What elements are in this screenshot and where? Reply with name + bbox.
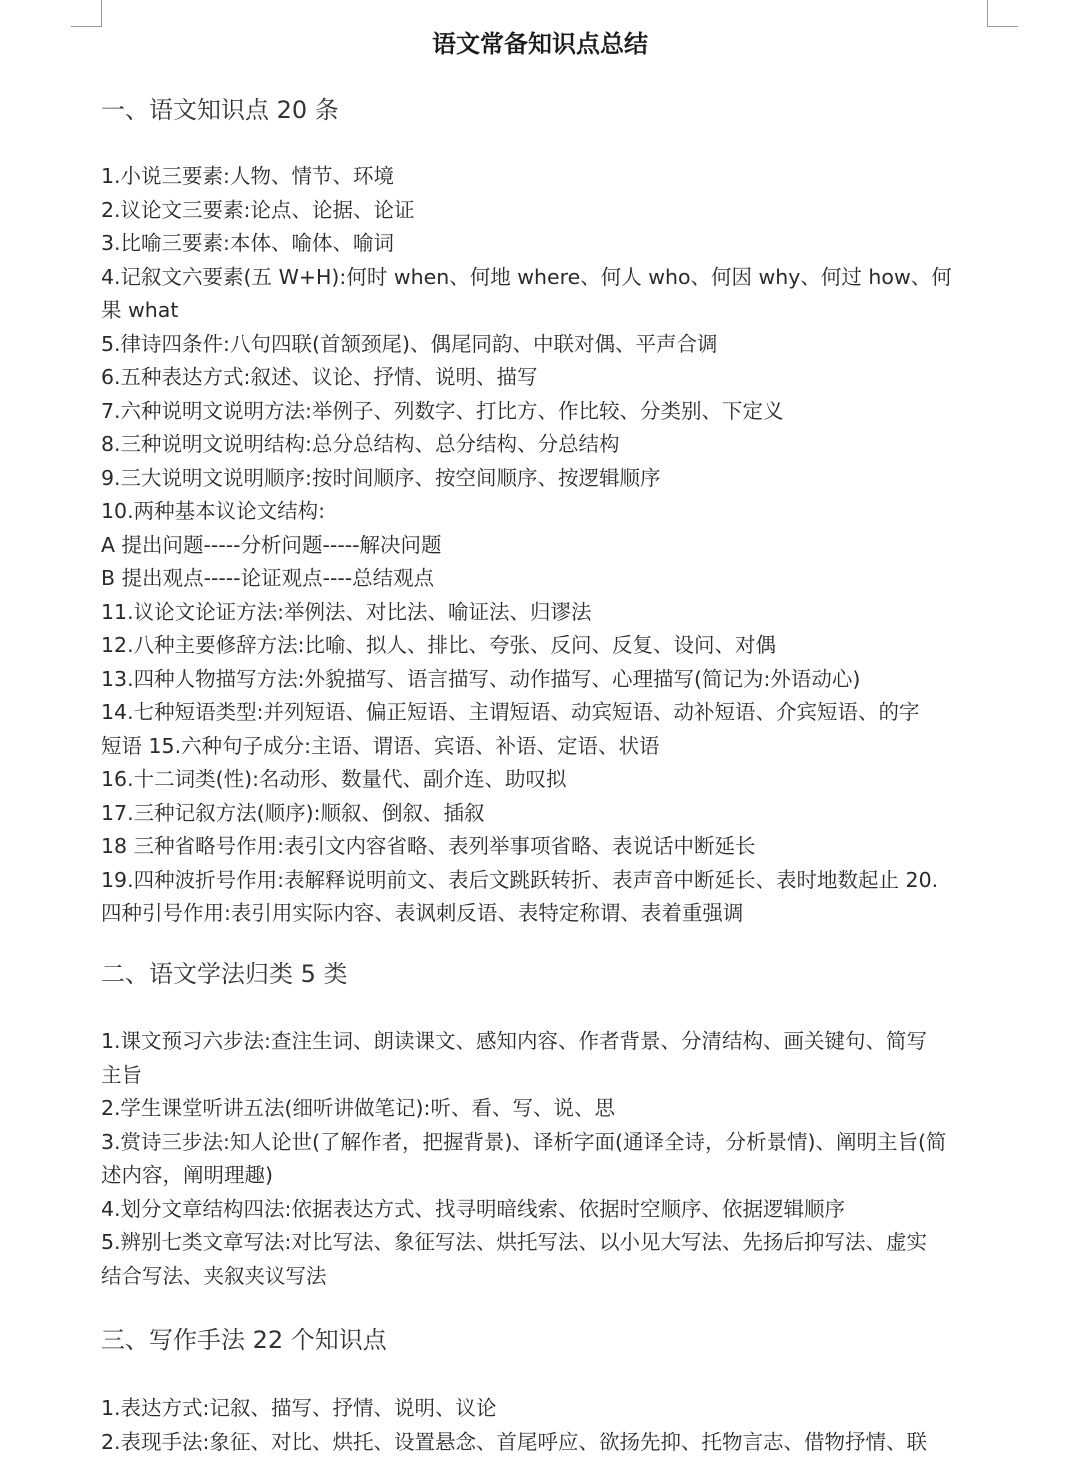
text-line: 11.议论文论证方法:举例法、对比法、喻证法、归谬法 xyxy=(101,596,991,630)
text-line: 10.两种基本议论文结构: xyxy=(101,495,991,529)
text-line: 16.十二词类(性):名动形、数量代、副介连、助叹拟 xyxy=(101,763,991,797)
section-heading-1: 一、语文知识点 20 条 xyxy=(101,94,991,126)
text-line: 8.三种说明文说明结构:总分总结构、总分结构、分总结构 xyxy=(101,428,991,462)
text-line: 19.四种波折号作用:表解释说明前文、表后文跳跃转折、表声音中断延长、表时地数起止 20. xyxy=(101,864,991,898)
text-line: 2.表现手法:象征、对比、烘托、设置悬念、首尾呼应、欲扬先抑、托物言志、借物抒情、联 xyxy=(101,1426,991,1459)
text-line: 7.六种说明文说明方法:举例子、列数字、打比方、作比较、分类别、下定义 xyxy=(101,395,991,429)
text-line: 4.记叙文六要素(五 W+H):何时 when、何地 where、何人 who、何因 why、何过 how、何 xyxy=(101,261,991,295)
text-line: 主旨 xyxy=(101,1059,991,1093)
text-line: 3.比喻三要素:本体、喻体、喻词 xyxy=(101,227,991,261)
text-line: 2.议论文三要素:论点、论据、论证 xyxy=(101,194,991,228)
text-line: 1.课文预习六步法:查注生词、朗读课文、感知内容、作者背景、分清结构、画关键句、简写 xyxy=(101,1025,991,1059)
text-line: 3.赏诗三步法:知人论世(了解作者，把握背景)、译析字面(通译全诗，分析景情)、阐明主旨(简 xyxy=(101,1126,991,1160)
text-line: 1.小说三要素:人物、情节、环境 xyxy=(101,160,991,194)
text-line: 述内容，阐明理趣) xyxy=(101,1159,991,1193)
section-heading-2: 二、语文学法归类 5 类 xyxy=(101,958,991,990)
text-line: 4.划分文章结构四法:依据表达方式、找寻明暗线索、依据时空顺序、依据逻辑顺序 xyxy=(101,1193,991,1227)
text-line: 9.三大说明文说明顺序:按时间顺序、按空间顺序、按逻辑顺序 xyxy=(101,462,991,496)
page-corner-mark-top-right xyxy=(987,0,1018,27)
text-line: B 提出观点-----论证观点----总结观点 xyxy=(101,562,991,596)
text-line: 13.四种人物描写方法:外貌描写、语言描写、动作描写、心理描写(简记为:外语动心) xyxy=(101,663,991,697)
text-line: 14.七种短语类型:并列短语、偏正短语、主谓短语、动宾短语、动补短语、介宾短语、的字 xyxy=(101,696,991,730)
document-title: 语文常备知识点总结 xyxy=(0,28,1080,60)
section-heading-3: 三、写作手法 22 个知识点 xyxy=(101,1324,991,1356)
text-line: 5.辨别七类文章写法:对比写法、象征写法、烘托写法、以小见大写法、先扬后抑写法、虚实 xyxy=(101,1226,991,1260)
text-line: A 提出问题-----分析问题-----解决问题 xyxy=(101,529,991,563)
text-line: 18 三种省略号作用:表引文内容省略、表列举事项省略、表说话中断延长 xyxy=(101,830,991,864)
text-line: 12.八种主要修辞方法:比喻、拟人、排比、夸张、反问、反复、设问、对偶 xyxy=(101,629,991,663)
text-line: 1.表达方式:记叙、描写、抒情、说明、议论 xyxy=(101,1392,991,1426)
text-line: 四种引号作用:表引用实际内容、表讽刺反语、表特定称谓、表着重强调 xyxy=(101,897,991,931)
page-corner-mark-top-left xyxy=(71,0,102,27)
text-line: 5.律诗四条件:八句四联(首颔颈尾)、偶尾同韵、中联对偶、平声合调 xyxy=(101,328,991,362)
text-line: 结合写法、夹叙夹议写法 xyxy=(101,1260,991,1294)
text-line: 2.学生课堂听讲五法(细听讲做笔记):听、看、写、说、思 xyxy=(101,1092,991,1126)
text-line: 17.三种记叙方法(顺序):顺叙、倒叙、插叙 xyxy=(101,797,991,831)
text-line: 果 what xyxy=(101,294,991,328)
text-line: 6.五种表达方式:叙述、议论、抒情、说明、描写 xyxy=(101,361,991,395)
text-line: 短语 15.六种句子成分:主语、谓语、宾语、补语、定语、状语 xyxy=(101,730,991,764)
